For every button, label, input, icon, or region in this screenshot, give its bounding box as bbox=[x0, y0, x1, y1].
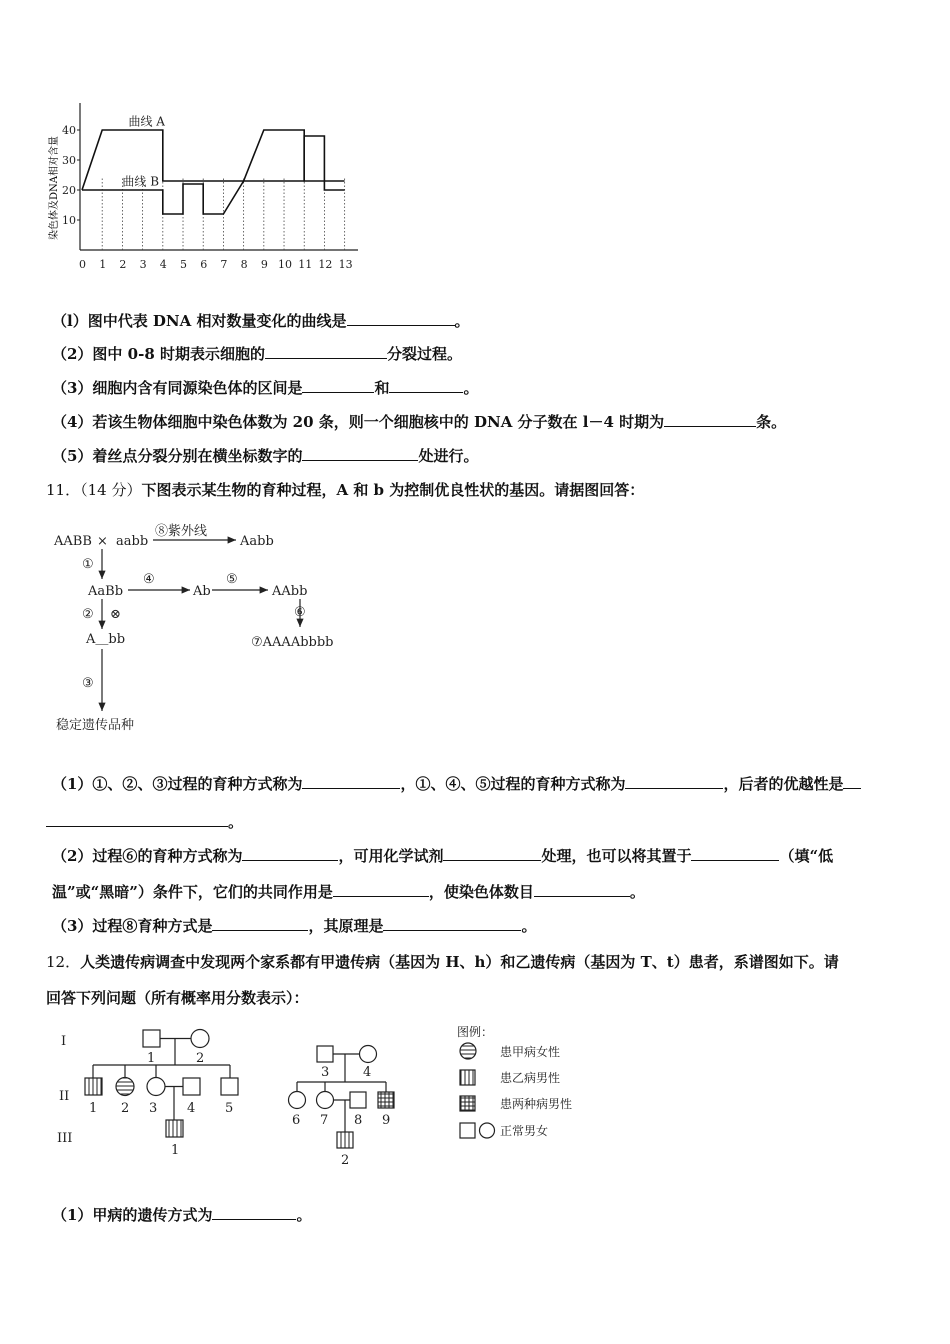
q11-stem-text: 下图表示某生物的育种过程，A 和 b 为控制优良性状的基因。请据图回答： bbox=[141, 481, 645, 499]
q11-blank-1c-cont[interactable] bbox=[46, 812, 228, 827]
f1-aabb: AaBb bbox=[88, 584, 124, 599]
q10-item-4 bbox=[52, 412, 786, 432]
stable-variety: 稳定遗传品种 bbox=[56, 718, 135, 733]
q11-blank-1a[interactable] bbox=[302, 774, 400, 789]
selfing-symbol: ⊗ bbox=[110, 607, 121, 622]
q10-s1-text: （l）图中代表 DNA 相对数量变化的曲线是 bbox=[52, 312, 347, 330]
q11-s2a: （2）过程⑥的育种方式称为 bbox=[52, 847, 243, 865]
step2-label: ② bbox=[82, 607, 94, 622]
family-a-I2-female bbox=[191, 1030, 209, 1048]
x-tick-label: 9 bbox=[260, 258, 268, 271]
x-tick-label: 7 bbox=[220, 258, 228, 271]
q10-item-2 bbox=[52, 344, 462, 364]
q10-blank-3b[interactable] bbox=[389, 378, 463, 393]
x-tick-label: 6 bbox=[200, 258, 208, 271]
gen-label-I: I bbox=[61, 1034, 67, 1049]
chart-ylabel: 染色体及DNA相对含量 bbox=[49, 136, 60, 240]
y-tick-label: 40 bbox=[62, 124, 76, 137]
family-b-II9-male-both-diseases bbox=[378, 1092, 394, 1108]
x-tick-label: 13 bbox=[338, 258, 353, 271]
q11-item-2 bbox=[52, 846, 833, 866]
breeding-diagram bbox=[50, 515, 350, 740]
gamete-ab: Ab bbox=[193, 584, 211, 599]
step6-label: ⑥ bbox=[294, 605, 306, 620]
y-tick-label: 20 bbox=[62, 184, 76, 197]
q11-s3-end: 。 bbox=[521, 917, 537, 935]
q12-s1-text: （1）甲病的遗传方式为 bbox=[52, 1206, 213, 1224]
x-tick-label: 4 bbox=[159, 258, 167, 271]
q12-stem bbox=[46, 952, 839, 972]
q11-s1c: ，后者的优越性是 bbox=[723, 775, 844, 793]
parent-aabb-recessive: aabb bbox=[116, 534, 149, 549]
q10-s4-end: 条。 bbox=[756, 413, 787, 431]
q11-blank-2c[interactable] bbox=[691, 846, 779, 861]
q11-blank-2d[interactable] bbox=[333, 882, 429, 897]
q12-number: 12． bbox=[46, 953, 81, 971]
legend-title: 图例： bbox=[457, 1025, 494, 1039]
step5-label: ⑤ bbox=[226, 572, 238, 587]
x-tick-label: 3 bbox=[139, 258, 147, 271]
legend-label-4: 正常男女 bbox=[500, 1124, 549, 1138]
family-b-II7-female bbox=[317, 1092, 334, 1109]
q11-blank-3a[interactable] bbox=[212, 916, 308, 931]
parent-aabb-dominant: AABB bbox=[54, 534, 92, 549]
legend-icon-normal-female bbox=[480, 1123, 495, 1138]
q10-s3-mid: 和 bbox=[374, 379, 390, 397]
q11-s3b: ，其原理是 bbox=[308, 917, 384, 935]
curve-b-label: 曲线 B bbox=[122, 174, 160, 189]
aabb-homozygous: AAbb bbox=[272, 584, 308, 599]
q10-s2-end: 分裂过程。 bbox=[386, 345, 462, 363]
q11-item-1 bbox=[52, 774, 861, 794]
family-a-II2-num: 2 bbox=[121, 1101, 130, 1116]
pedigree-diagram bbox=[55, 1020, 595, 1170]
x-tick-label: 11 bbox=[298, 258, 313, 271]
legend-icon-disease-b-male bbox=[460, 1070, 475, 1085]
family-a-II5-num: 5 bbox=[225, 1101, 234, 1116]
q11-item-2-cont bbox=[52, 882, 645, 902]
family-b-II6-num: 6 bbox=[292, 1113, 301, 1128]
family-b-I4-female bbox=[360, 1046, 377, 1063]
family-b-II8-male bbox=[350, 1092, 366, 1108]
family-a-II4-num: 4 bbox=[187, 1101, 196, 1116]
series-line-b bbox=[82, 136, 345, 214]
curve-a-label: 曲线 A bbox=[128, 114, 165, 129]
step8-label: ⑧紫外线 bbox=[155, 524, 208, 539]
x-tick-label: 1 bbox=[99, 258, 107, 271]
x-tick-label: 12 bbox=[318, 258, 333, 271]
family-a-I1-num: 1 bbox=[147, 1051, 156, 1066]
family-a-I2-num: 2 bbox=[196, 1051, 205, 1066]
q12-stem-2 bbox=[46, 988, 309, 1008]
q11-s1a: （1）①、②、③过程的育种方式称为 bbox=[52, 775, 303, 793]
family-a-II3-num: 3 bbox=[149, 1101, 158, 1116]
legend-label-3: 患两种病男性 bbox=[500, 1097, 573, 1111]
q11-stem bbox=[46, 480, 644, 500]
q10-blank-2[interactable] bbox=[265, 344, 387, 359]
q11-item-3 bbox=[52, 916, 536, 936]
q10-s3-text: （3）细胞内含有同源染色体的区间是 bbox=[52, 379, 303, 397]
q11-blank-2a[interactable] bbox=[242, 846, 338, 861]
q12-item-1 bbox=[52, 1205, 311, 1225]
q11-blank-1b[interactable] bbox=[625, 774, 723, 789]
x-tick-label: 10 bbox=[278, 258, 293, 271]
q10-s3-end: 。 bbox=[463, 379, 479, 397]
q11-blank-2b[interactable] bbox=[443, 846, 541, 861]
q12-stem-text-1: 人类遗传病调查中发现两个家系都有甲遗传病（基因为 H、h）和乙遗传病（基因为 T、t）患者，系谱图如下。请 bbox=[80, 953, 839, 971]
family-b-III2-male-disease-b bbox=[337, 1132, 353, 1148]
step4-label: ④ bbox=[143, 572, 155, 587]
legend-icon-disease-a-female bbox=[460, 1043, 476, 1059]
legend-label-2: 患乙病男性 bbox=[500, 1071, 561, 1085]
family-a-II1-male-disease-b bbox=[85, 1078, 102, 1095]
legend-icon-both-diseases-male bbox=[460, 1096, 475, 1111]
family-a-II4-male bbox=[183, 1078, 200, 1095]
q11-s1b: ，①、④、⑤过程的育种方式称为 bbox=[400, 775, 626, 793]
y-tick-label: 10 bbox=[62, 214, 76, 227]
family-a-III1-male-disease-b bbox=[166, 1120, 183, 1137]
q10-s2-text: （2）图中 0-8 时期表示细胞的 bbox=[52, 345, 265, 363]
family-b-I3-male bbox=[317, 1046, 333, 1062]
q11-blank-1c[interactable] bbox=[843, 774, 861, 789]
q11-s2c: 处理，也可以将其置于 bbox=[541, 847, 692, 865]
x-tick-label: 0 bbox=[79, 258, 86, 271]
family-a-I1-male bbox=[143, 1030, 160, 1047]
q10-item-5 bbox=[52, 446, 478, 466]
family-b-II7-num: 7 bbox=[320, 1113, 329, 1128]
q11-number: 11．（14 分） bbox=[46, 481, 142, 499]
family-b-II6-female bbox=[289, 1092, 306, 1109]
x-tick-label: 8 bbox=[240, 258, 248, 271]
q10-s4-text: （4）若该生物体细胞中染色体数为 20 条，则一个细胞核中的 DNA 分子数在 l－4 时期为 bbox=[52, 413, 665, 431]
q11-s2d: （填“低 bbox=[779, 847, 834, 865]
q10-blank-4[interactable] bbox=[664, 412, 756, 427]
x-tick-label: 5 bbox=[180, 258, 188, 271]
x-tick-label: 2 bbox=[119, 258, 127, 271]
chromosome-dna-chart bbox=[40, 100, 370, 280]
result-aabb-mutant: Aabb bbox=[240, 534, 274, 549]
q10-blank-1[interactable] bbox=[347, 311, 455, 326]
q11-s2f: ，使染色体数目 bbox=[428, 883, 534, 901]
family-a-III1-num: 1 bbox=[171, 1143, 180, 1158]
step1-label: ① bbox=[82, 557, 94, 572]
q11-s2b: ，可用化学试剂 bbox=[338, 847, 444, 865]
q12-stem-text-2: 回答下列问题（所有概率用分数表示）： bbox=[46, 989, 309, 1007]
q10-s5-end: 处进行。 bbox=[418, 447, 479, 465]
step3-label: ③ bbox=[82, 676, 94, 691]
family-b-II9-num: 9 bbox=[382, 1113, 391, 1128]
q10-item-1 bbox=[52, 311, 470, 331]
cross-symbol: × bbox=[97, 534, 108, 549]
family-b-I4-num: 4 bbox=[363, 1065, 372, 1080]
q11-s2e: 温”或“黑暗”）条件下，它们的共同作用是 bbox=[52, 883, 333, 901]
legend-label-1: 患甲病女性 bbox=[500, 1045, 561, 1059]
q12-blank-1[interactable] bbox=[212, 1205, 296, 1220]
family-b-I3-num: 3 bbox=[321, 1065, 330, 1080]
family-a-II2-female-disease-a bbox=[116, 1078, 134, 1096]
q12-s1-end: 。 bbox=[296, 1206, 312, 1224]
family-b-III2-num: 2 bbox=[341, 1153, 350, 1168]
q10-blank-5[interactable] bbox=[302, 446, 418, 461]
y-tick-label: 30 bbox=[62, 154, 76, 167]
abb-genotype: A＿bb bbox=[86, 632, 126, 647]
family-a-II3-female bbox=[147, 1078, 165, 1096]
q11-s1-end: 。 bbox=[228, 813, 244, 831]
gen-label-III: III bbox=[57, 1131, 73, 1146]
q11-s2-end: 。 bbox=[629, 883, 645, 901]
legend-icon-normal-male bbox=[460, 1123, 475, 1138]
q11-blank-2e[interactable] bbox=[534, 882, 630, 897]
q10-s1-end: 。 bbox=[454, 312, 470, 330]
family-a-II5-male bbox=[221, 1078, 238, 1095]
q10-s5-text: （5）着丝点分裂分别在横坐标数字的 bbox=[52, 447, 303, 465]
family-a-II1-num: 1 bbox=[89, 1101, 98, 1116]
q11-item-1-cont bbox=[46, 812, 243, 832]
gen-label-II: II bbox=[59, 1089, 70, 1104]
tetraploid-result: ⑦AAAAbbbb bbox=[251, 635, 334, 650]
q11-blank-3b[interactable] bbox=[383, 916, 521, 931]
series-line-a bbox=[82, 130, 345, 190]
q10-blank-3a[interactable] bbox=[302, 378, 374, 393]
family-b-II8-num: 8 bbox=[354, 1113, 363, 1128]
q10-item-3 bbox=[52, 378, 478, 398]
q11-s3a: （3）过程⑧育种方式是 bbox=[52, 917, 213, 935]
